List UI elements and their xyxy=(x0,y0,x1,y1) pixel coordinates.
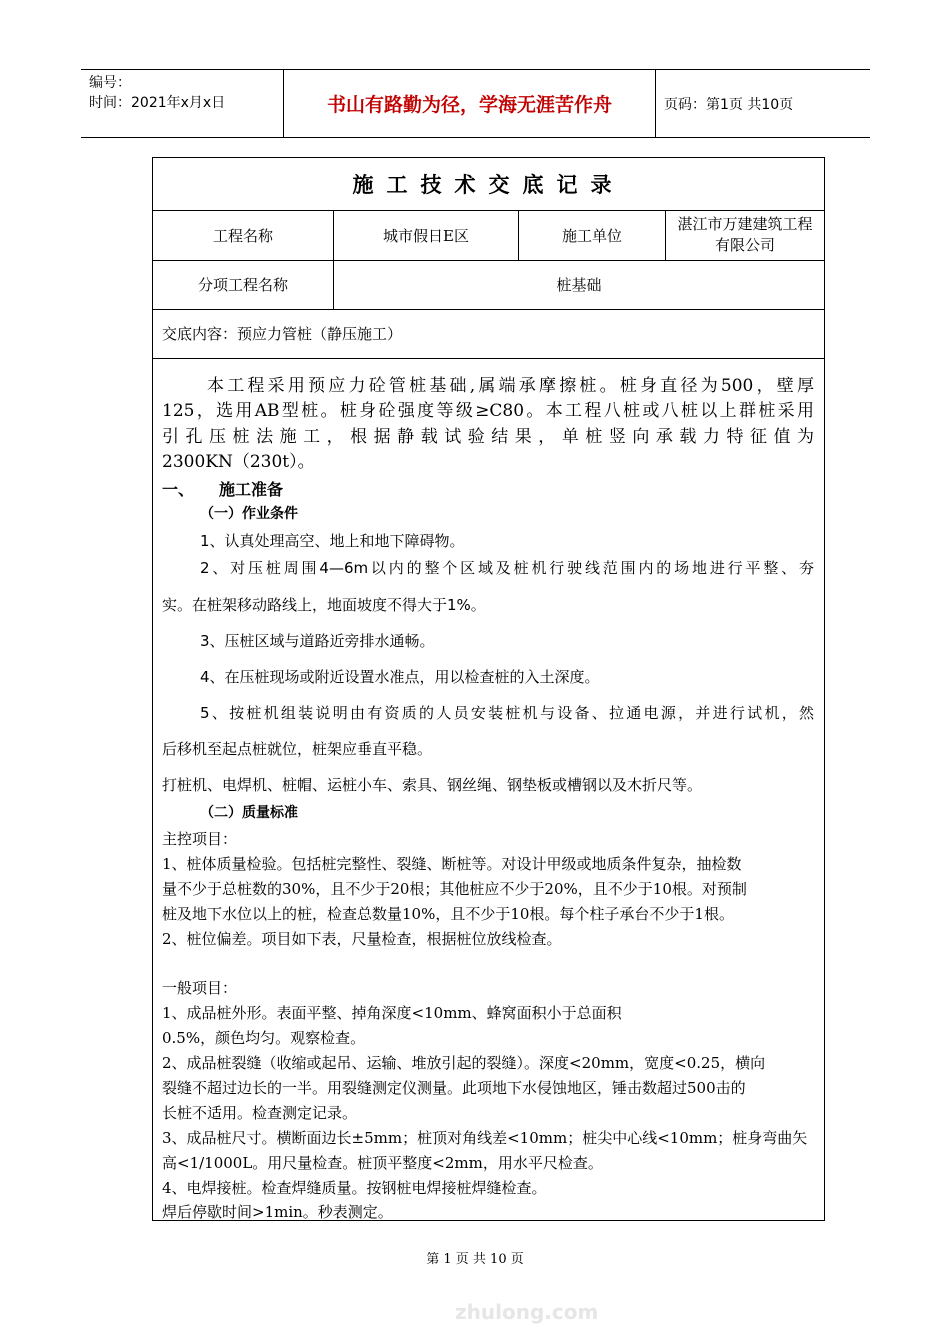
main-item: 量不少于总桩数的30%，且不少于20根；其他桩应不少于20%，且不少于10根。对预制 xyxy=(162,880,747,898)
general-item: 高<1/1000L。用尺量检查。桩顶平整度<2mm，用水平尺检查。 xyxy=(162,1154,603,1172)
general-item: 1、成品桩外形。表面平整、掉角深度<10mm、蜂窝面积小于总面积 xyxy=(162,1004,622,1022)
general-items-label: 一般项目： xyxy=(162,979,238,997)
general-item: 裂缝不超过边长的一半。用裂缝测定仪测量。此项地下水侵蚀地区，锤击数超过500击的 xyxy=(162,1079,746,1097)
page-footer: 第 1 页 共 10 页 xyxy=(426,1252,524,1267)
project-name-value: 城市假日E区 xyxy=(334,210,519,260)
content-label: 交底内容：预应力管桩（静压施工） xyxy=(162,325,403,343)
header-meta xyxy=(81,70,283,137)
prep-item: 2、对压桩周围4—6m以内的整个区域及桩机行驶线范围内的场地进行平整、夯 xyxy=(200,559,814,577)
main-items-label: 主控项目： xyxy=(162,830,238,848)
section1-title: 施工准备 xyxy=(219,480,284,499)
prep-item: 3、压桩区域与道路近旁排水通畅。 xyxy=(200,632,435,650)
subsection-work-conditions: （一）作业条件 xyxy=(200,506,298,522)
general-item: 长桩不适用。检查测定记录。 xyxy=(162,1104,358,1122)
intro-line: 本工程采用预应力砼管桩基础,属端承摩擦桩。桩身直径为500，壁厚 xyxy=(207,376,814,396)
prep-item: 5、按桩机组装说明由有资质的人员安装桩机与设备、拉通电源，并进行试机，然 xyxy=(200,704,814,722)
number-label: 编号： xyxy=(89,75,131,91)
general-item: 4、电焊接桩。检查焊缝质量。按钢桩电焊接桩焊缝检查。 xyxy=(162,1179,547,1197)
general-item: 3、成品桩尺寸。横断面边长±5mm；桩顶对角线差<10mm；桩尖中心线<10mm；桩身弯曲矢 xyxy=(162,1129,808,1147)
form-title: 施工技术交底记录 xyxy=(153,158,824,211)
subsection-quality-standards: （二）质量标准 xyxy=(200,805,298,821)
project-name-label: 工程名称 xyxy=(153,210,334,260)
intro-line: 引孔压桩法施工，根据静载试验结果，单桩竖向承载力特征值为 xyxy=(162,427,814,447)
project-row xyxy=(153,210,824,261)
general-item: 2、成品桩裂缝（收缩或起吊、运输、堆放引起的裂缝）。深度<20mm，宽度<0.25，横向 xyxy=(162,1054,766,1072)
general-item: 0.5%，颜色均匀。观察检查。 xyxy=(162,1029,366,1047)
intro-line: 125，选用AB型桩。桩身砼强度等级≥C80。本工程八桩或八桩以上群桩采用 xyxy=(162,401,814,421)
subproject-value: 桩基础 xyxy=(556,276,602,294)
main-item: 桩及地下水位以上的桩，检查总数量10%，且不少于10根。每个柱子承台不少于1根。 xyxy=(162,905,734,923)
intro-line: 2300KN（230t）。 xyxy=(162,452,315,472)
prep-item: 实。在桩架移动路线上，地面坡度不得大于1%。 xyxy=(162,596,486,614)
prep-item: 4、在压桩现场或附近设置水准点，用以检查桩的入土深度。 xyxy=(200,668,600,686)
main-item: 1、桩体质量检验。包括桩完整性、裂缝、断桩等。对设计甲级或地质条件复杂，抽检数 xyxy=(162,855,742,873)
prep-item: 1、认真处理高空、地上和地下障碍物。 xyxy=(200,532,465,550)
contractor-value: 湛江市万建建筑工程有限公司 xyxy=(677,215,813,254)
content-row xyxy=(153,309,824,359)
header-page-info: 页码：第1页 共10页 xyxy=(664,96,794,113)
contractor-label: 施工单位 xyxy=(519,210,666,260)
section1-number: 一、 xyxy=(162,480,195,499)
prep-item: 打桩机、电焊机、桩帽、运桩小车、索具、钢丝绳、钢垫板或槽钢以及木折尺等。 xyxy=(162,776,703,794)
header-motto: 书山有路勤为径，学海无涯苦作舟 xyxy=(283,70,656,137)
general-item: 焊后停歇时间>1min。秒表测定。 xyxy=(162,1203,393,1221)
date-line: 时间：2021年x月x日 xyxy=(89,95,226,111)
watermark: zhulong.com xyxy=(455,1300,599,1324)
subproject-row xyxy=(153,260,824,310)
disclosure-form xyxy=(152,157,825,1221)
subproject-label: 分项工程名称 xyxy=(153,260,334,309)
page-header xyxy=(81,69,870,138)
main-item: 2、桩位偏差。项目如下表，尺量检查，根据桩位放线检查。 xyxy=(162,930,562,948)
prep-item: 后移机至起点桩就位，桩架应垂直平稳。 xyxy=(162,740,433,758)
